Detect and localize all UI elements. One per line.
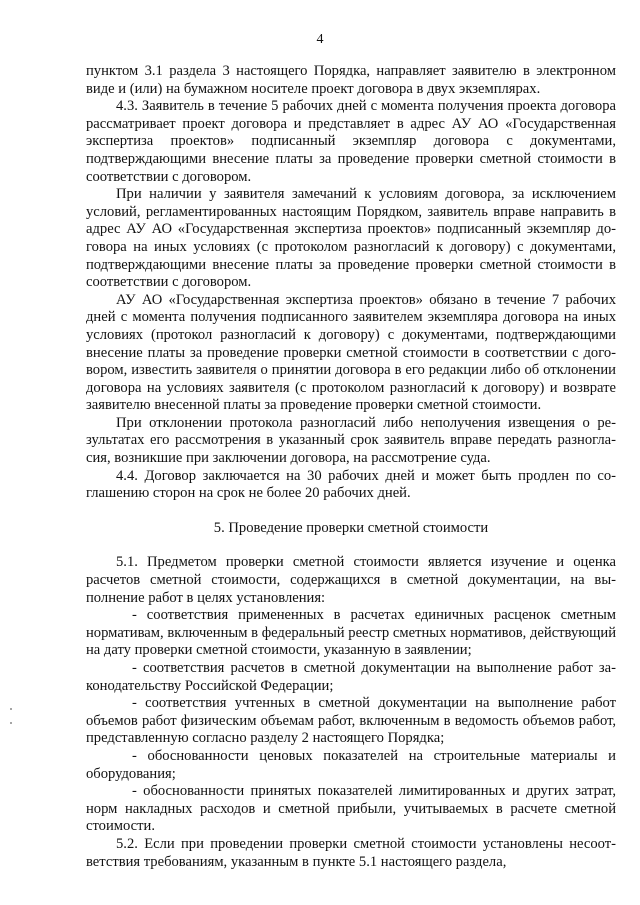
document-body <box>86 63 616 871</box>
paragraph-4-3: 4.3. Заявитель в течение 5 рабочих дней с момента получения проекта договора рассматривает проект договора и представляет в адрес АУ АО «Государственная экспертиза проектов» подписанный экземпляр договора с документами, подтверждающими внесение платы за проведение проверки сметной стоимости в соответствии с договором. <box>86 98 616 185</box>
paragraph-remarks: При наличии у заявителя замечаний к условиям договора, за исключением условий, регламентированных настоящим Порядком, заявитель вправе направить в адрес АУ АО «Государственная экспертиза проектов» подписанный экземпляр договора на иных условиях (с протоколом разногласий к договору) с документами, подтверждающими внесение платы за проведение проверки сметной стоимости в соответствии с договором. <box>86 186 616 291</box>
margin-mark <box>10 708 12 710</box>
margin-mark <box>10 722 12 724</box>
paragraph-4-4: 4.4. Договор заключается на 30 рабочих дней и может быть продлен по соглашению сторон на срок не более 20 рабочих дней. <box>86 467 616 502</box>
list-item: - соответствия примененных в расчетах единичных расценок сметным нормативам, включенным в федеральный реестр сметных нормативов, действующий на дату проверки сметной стоимости, указанную в заявлении; <box>86 607 616 659</box>
paragraph-rejection: При отклонении протокола разногласий либо неполучения извещения о результатах его рассмотрения в указанный срок заявитель вправе передать разногласия, возникшие при заключении договора, на рассмотрение суда. <box>86 414 616 467</box>
paragraph-5-2: 5.2. Если при проведении проверки сметной стоимости установлены несоответствия требованиям, указанным в пункте 5.1 настоящего раздела, <box>86 835 616 870</box>
page-number: 4 <box>316 32 324 47</box>
paragraph-continuation: пунктом 3.1 раздела 3 настоящего Порядка, направляет заявителю в электронном виде и (или) на бумажном носителе проект договора в двух экземплярах. <box>86 63 616 97</box>
list-item: - соответствия учтенных в сметной документации на выполнение работ объемов работ физическим объемам работ, включенным в ведомость объемов работ, представленную согласно разделу 2 настоящего Порядка; <box>86 695 616 747</box>
paragraph-5-1: 5.1. Предметом проверки сметной стоимости является изучение и оценка расчетов сметной стоимости, содержащихся в сметной документации, на выполнение работ в целях установления: <box>86 554 616 606</box>
section-heading: 5. Проведение проверки сметной стоимости <box>213 519 489 536</box>
paragraph-obligation: АУ АО «Государственная экспертиза проектов» обязано в течение 7 рабочих дней с момента получения подписанного заявителем экземпляра договора на иных условиях (протокол разногласий к договору) с документами, подтверждающими внесение платы за проведение проверки сметной стоимости в соответствии с договором, известить заявителя о принятии договора в его редакции либо об отклонении договора на условиях заявителя (с протоколом разногласий к договору) и возврате заявителю внесенной платы за проведение проверки сметной стоимости. <box>86 291 616 414</box>
list-item: - обоснованности принятых показателей лимитированных и других затрат, норм накладных расходов и сметной прибыли, учитываемых в расчете сметной стоимости. <box>86 783 616 835</box>
list-item: - обоснованности ценовых показателей на строительные материалы и оборудования; <box>86 747 616 782</box>
list-item: - соответствия расчетов в сметной документации на выполнение работ законодательству Российской Федерации; <box>86 660 616 694</box>
